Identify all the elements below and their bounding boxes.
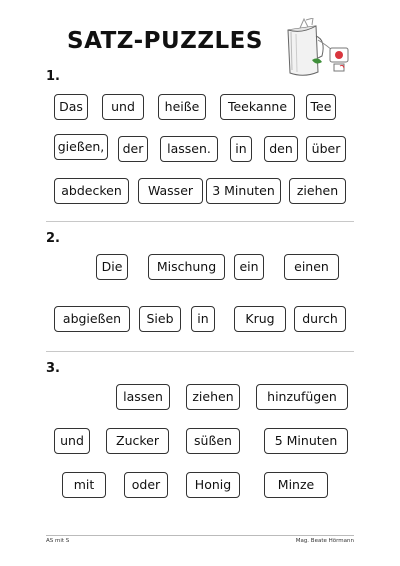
word-card[interactable]: oder [124, 472, 168, 498]
footer-author: Mag. Beate Hörmann [295, 538, 354, 544]
word-card[interactable]: Das [54, 94, 88, 120]
word-card[interactable]: und [54, 428, 90, 454]
word-card[interactable]: Wasser [138, 178, 203, 204]
word-card[interactable]: lassen [116, 384, 170, 410]
word-card[interactable]: in [230, 136, 252, 162]
word-card[interactable]: in [191, 306, 215, 332]
word-card[interactable]: der [118, 136, 148, 162]
word-card[interactable]: heiße [158, 94, 206, 120]
word-card[interactable]: mit [62, 472, 106, 498]
word-card[interactable]: gießen, [54, 134, 108, 160]
word-card[interactable]: lassen. [160, 136, 218, 162]
word-card[interactable]: Honig [186, 472, 240, 498]
word-card[interactable]: ein [234, 254, 264, 280]
word-card[interactable]: abgießen [54, 306, 130, 332]
section-3-number: 3. [46, 361, 60, 376]
word-card[interactable]: über [306, 136, 346, 162]
word-card[interactable]: Krug [234, 306, 286, 332]
word-card[interactable]: Teekanne [220, 94, 295, 120]
word-card[interactable]: und [102, 94, 144, 120]
word-card[interactable]: ziehen [186, 384, 240, 410]
word-card[interactable]: 5 Minuten [264, 428, 348, 454]
teapot-with-teabag-icon [282, 18, 356, 80]
section-divider [46, 221, 354, 222]
word-card[interactable]: abdecken [54, 178, 129, 204]
word-card[interactable]: Tee [306, 94, 336, 120]
worksheet-title: SATZ-PUZZLES [67, 28, 263, 54]
word-card[interactable]: den [264, 136, 298, 162]
word-card[interactable]: 3 Minuten [206, 178, 281, 204]
word-card[interactable]: süßen [186, 428, 240, 454]
word-card[interactable]: Zucker [106, 428, 169, 454]
section-divider [46, 351, 354, 352]
word-card[interactable]: Mischung [148, 254, 225, 280]
word-card[interactable]: ziehen [289, 178, 346, 204]
word-card[interactable]: einen [284, 254, 339, 280]
word-card[interactable]: Minze [264, 472, 328, 498]
section-1-number: 1. [46, 69, 60, 84]
word-card[interactable]: hinzufügen [256, 384, 348, 410]
word-card[interactable]: Die [96, 254, 128, 280]
word-card[interactable]: Sieb [139, 306, 181, 332]
footer-left-text: AS mit S [46, 538, 70, 544]
word-card[interactable]: durch [294, 306, 346, 332]
footer-divider [46, 535, 354, 536]
section-2-number: 2. [46, 231, 60, 246]
